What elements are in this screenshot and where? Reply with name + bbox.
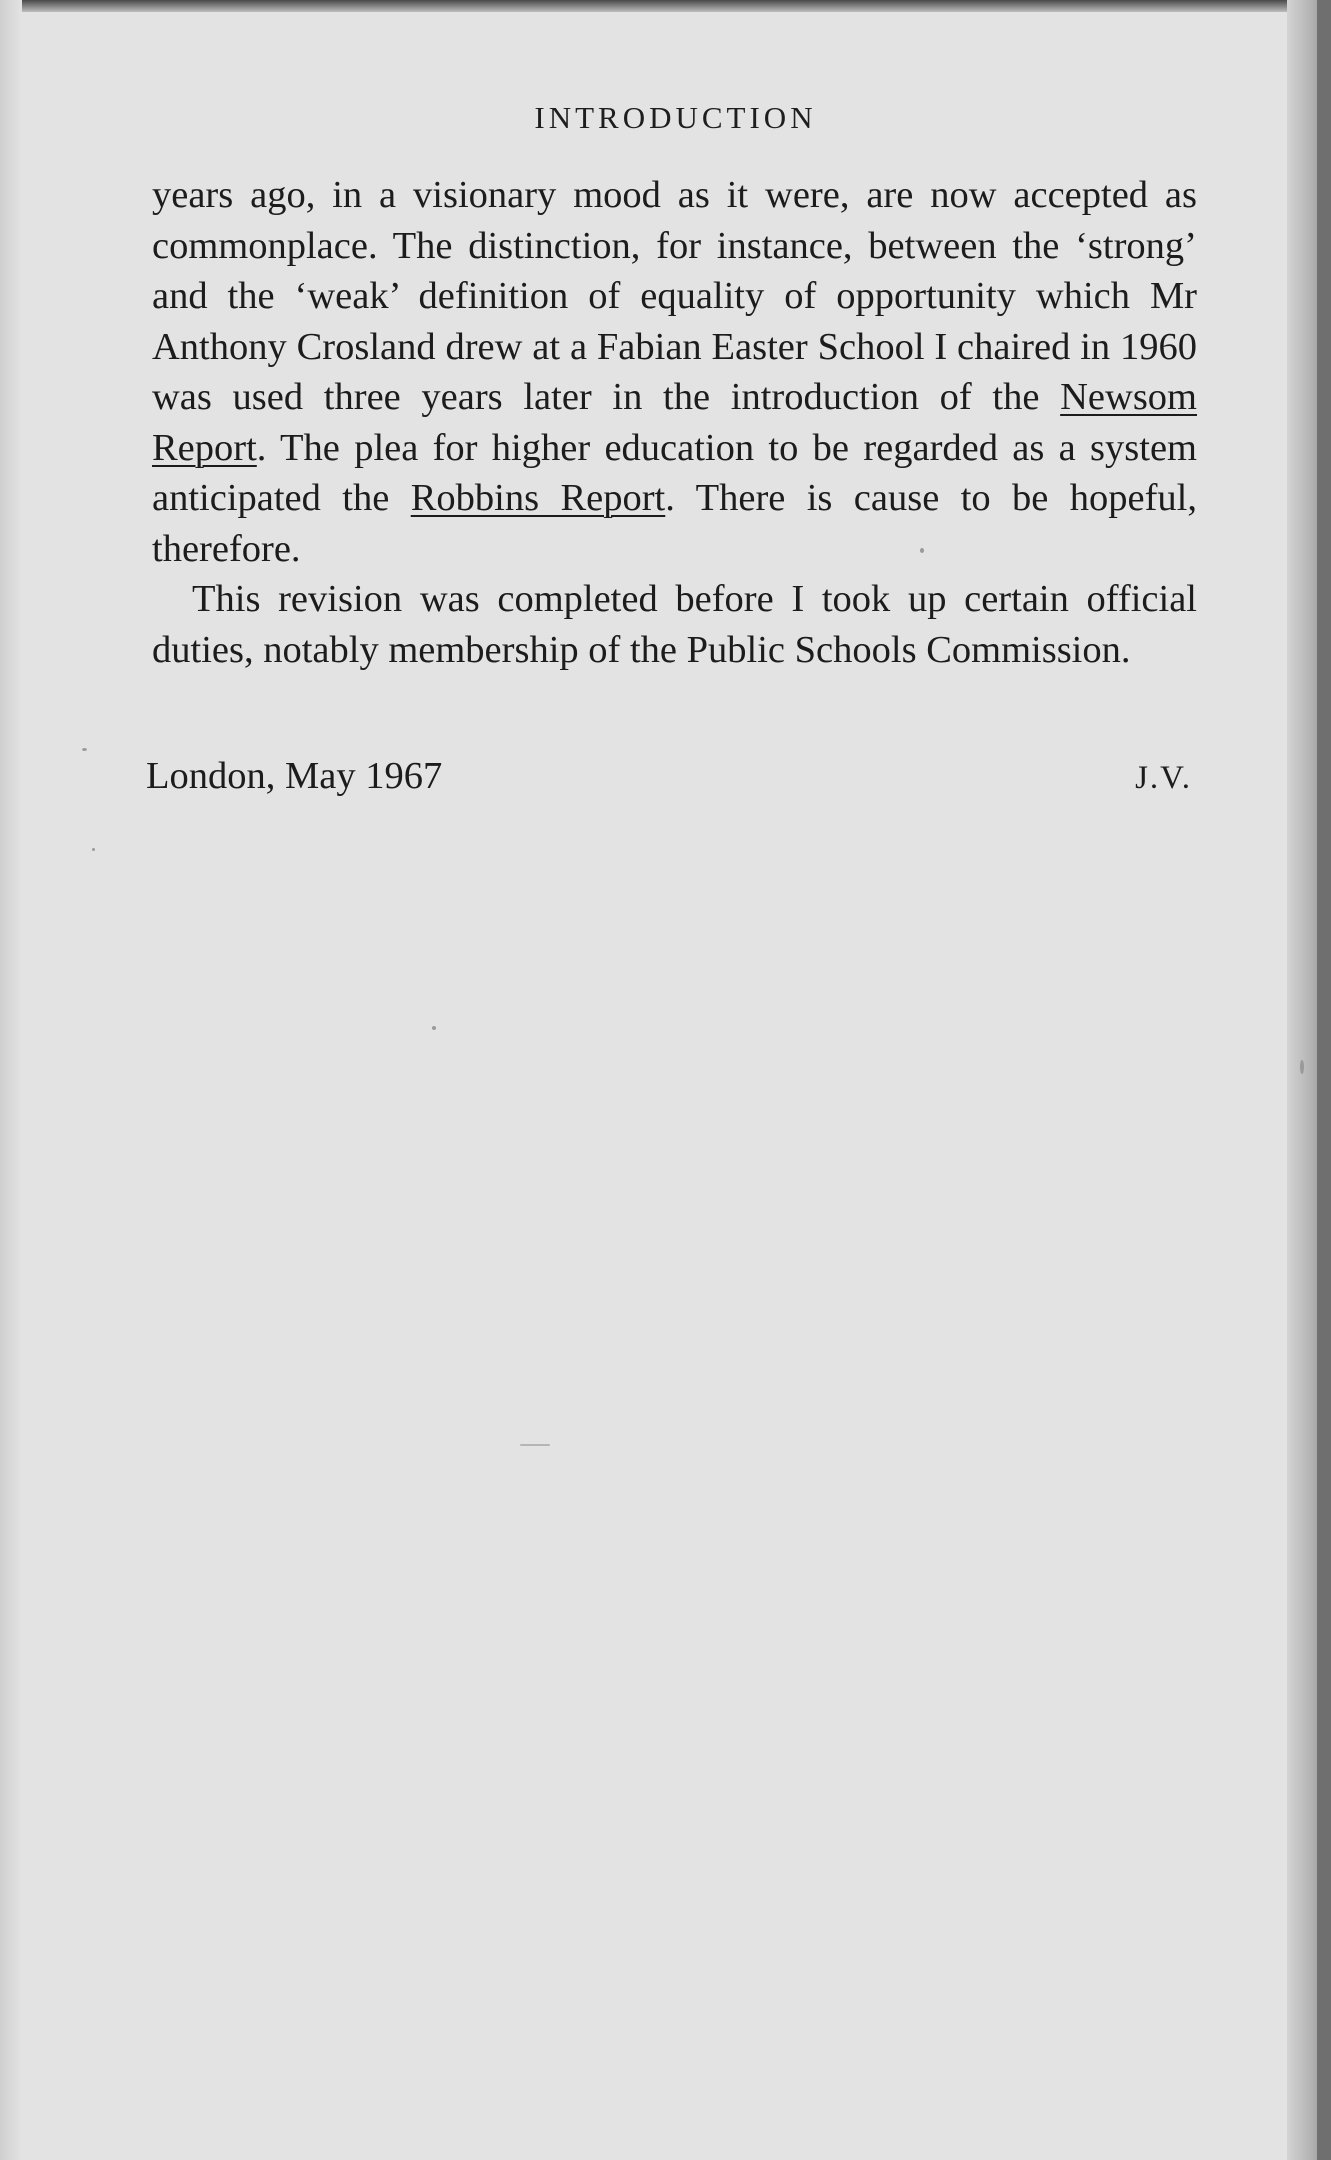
page-top-edge xyxy=(0,0,1331,12)
page-binding-shadow xyxy=(1317,0,1331,2160)
paragraph-1-text-c: . There is cause to be hopeful, therefore. xyxy=(152,477,1197,570)
paper-speck xyxy=(432,1026,436,1030)
paper-speck xyxy=(920,548,924,553)
paper-speck xyxy=(1300,1060,1304,1074)
paragraph-1 xyxy=(152,170,1197,574)
running-head: INTRODUCTION xyxy=(534,100,817,135)
place-date: London, May 1967 xyxy=(146,755,443,797)
body-text xyxy=(152,170,1197,675)
page-left-edge xyxy=(0,0,22,2160)
paragraph-1-text-a: years ago, in a visionary mood as it were, are now accepted as commonplace. The distinction, for instance, between the ‘strong’ and the ‘weak’ definition of equality of opportunity which Mr Anthony Crosland drew at a Fabian Easter School I chaired in 1960 was used three years later in the introduction of the xyxy=(152,174,1197,418)
signoff xyxy=(146,754,1192,798)
paragraph-2: This revision was completed before I took up certain official duties, notably membership of the Public Schools Commission. xyxy=(152,578,1197,671)
paper-speck xyxy=(82,748,87,751)
author-initials: J.V. xyxy=(1135,760,1192,796)
paper-speck xyxy=(92,848,95,851)
newsom-report-reference: Newsom Report xyxy=(152,376,1197,469)
paragraph-1-text-b: . The plea for higher education to be regarded as a system anticipated the xyxy=(152,426,1197,519)
paper-mark xyxy=(520,1444,550,1446)
robbins-report-reference: Robbins Report xyxy=(410,477,666,519)
